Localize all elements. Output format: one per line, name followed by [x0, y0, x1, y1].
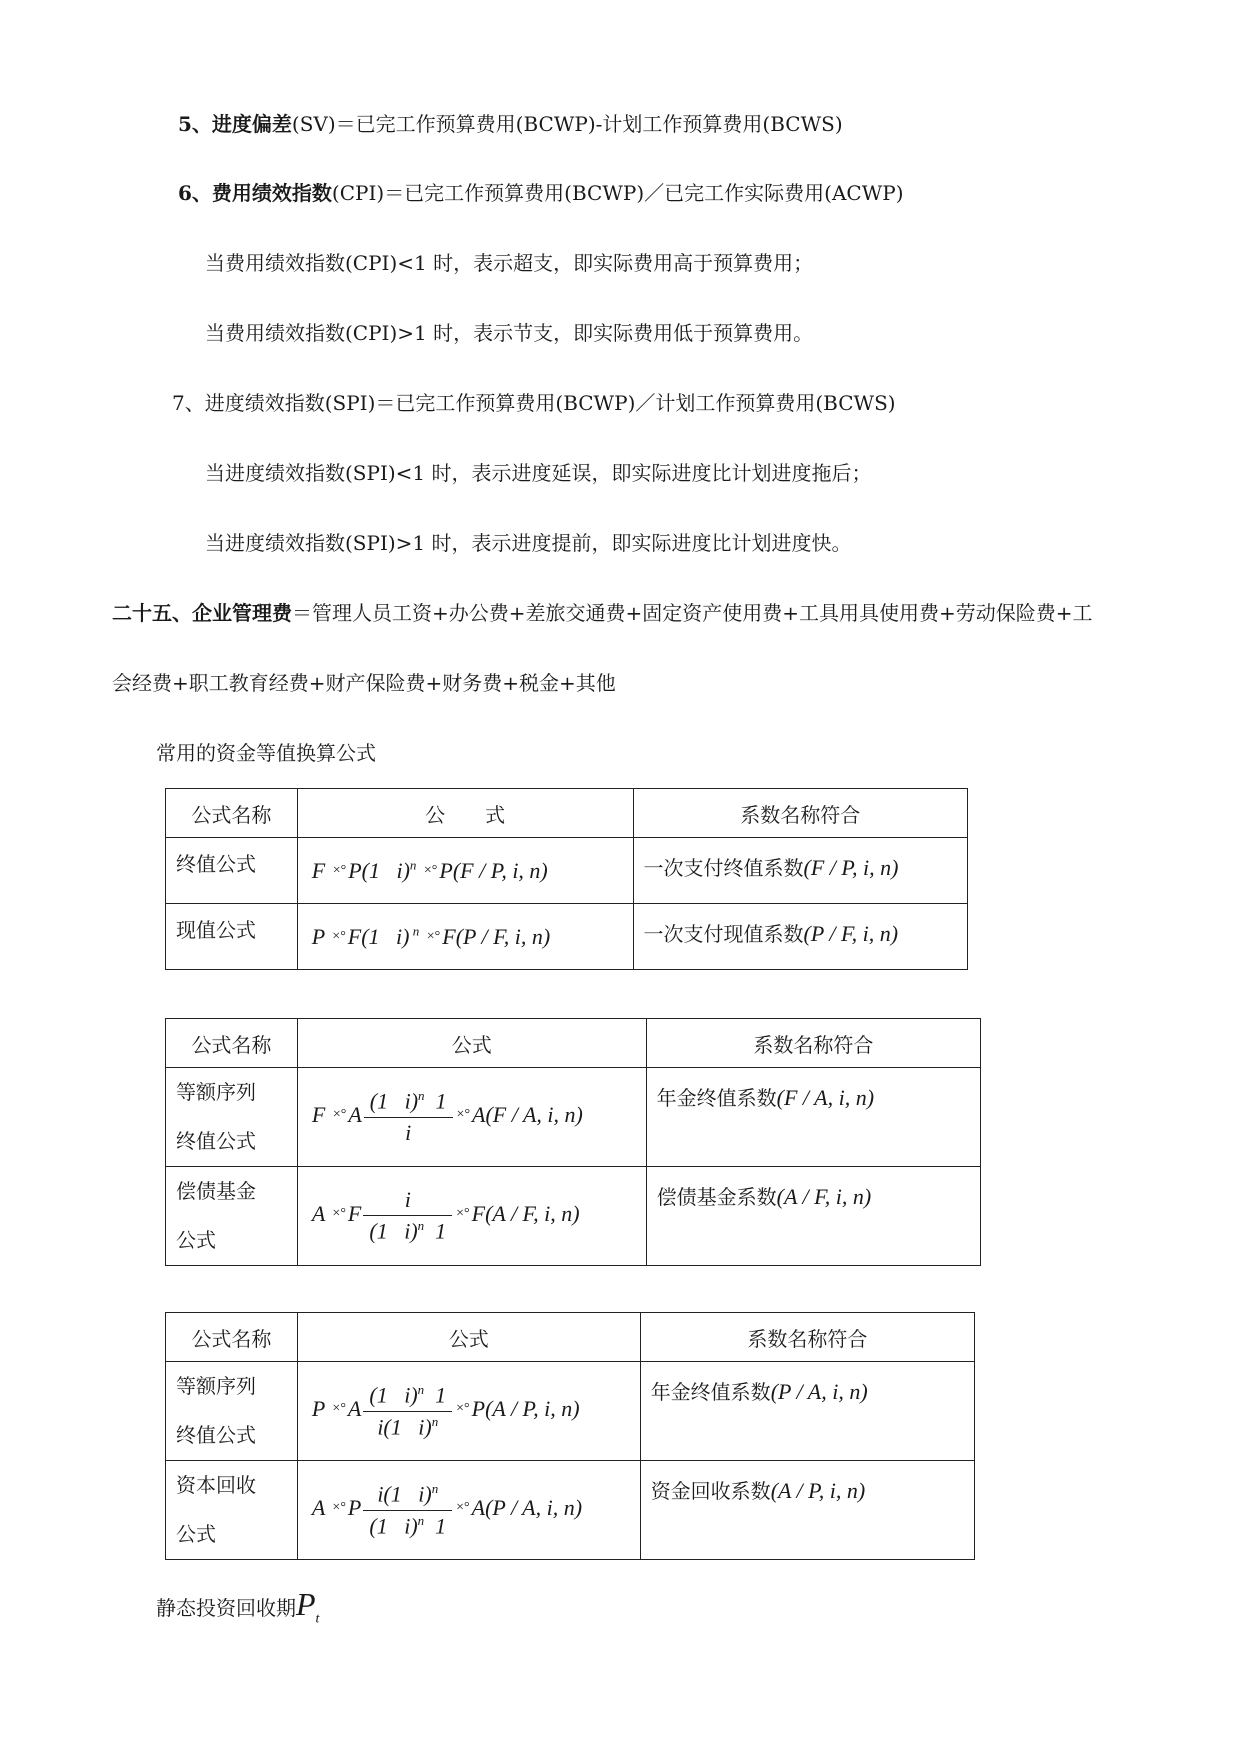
formula-name: [166, 1167, 298, 1266]
coefficient-symbol: (P / A, i, n): [770, 1379, 868, 1404]
cpi-greater-than-one: 当费用绩效指数(CPI)>1 时，表示节支，即实际费用低于预算费用。: [205, 321, 814, 345]
coefficient-cell: [640, 1461, 974, 1560]
formula-name-text: 资本回收公式: [176, 1473, 256, 1546]
item-number: 6、: [178, 181, 212, 205]
formula-table-3: [165, 1312, 975, 1560]
future-value-formula: F ×°P(1 i)$^n$ ×°P(F / P, i, n): [311, 857, 548, 883]
coefficient-cell: [646, 1167, 980, 1266]
header-formula-name: 公式名称: [166, 789, 298, 838]
term-bold: 二十五、企业管理费: [112, 601, 292, 625]
term-bold: 费用绩效指数: [211, 181, 332, 205]
coefficient-symbol: (F / A, i, n): [776, 1085, 875, 1110]
annuity-present-value-formula: P ×°A $\frac{(1 i)^n 1}{i(1 i)^n}$ ×°P(A / P, i, n): [311, 1382, 580, 1439]
table-row: [166, 1362, 975, 1461]
item-25-management-fee: [112, 599, 1093, 627]
formula-cell: [297, 838, 633, 904]
table-header-row: [166, 789, 968, 838]
formula-name-text: 等额序列终值公式: [176, 1374, 256, 1447]
table-row: [166, 1068, 981, 1167]
coefficient-name: 资金回收系数: [650, 1479, 771, 1503]
header-coefficient: 系数名称符合: [646, 1019, 980, 1068]
table-header-row: [166, 1019, 981, 1068]
coefficient-name: 年金终值系数: [650, 1380, 771, 1404]
formula-cell: [297, 1362, 640, 1461]
header-formula: 公式: [297, 1019, 646, 1068]
capital-recovery-formula: A ×°P $\frac{i(1 i)^n}{(1 i)^n 1}$ ×°A(P / A, i, n): [311, 1481, 583, 1538]
table-row: [166, 904, 968, 970]
section-title: 常用的资金等值换算公式: [156, 741, 376, 765]
sinking-fund-formula: A ×°F $\frac{i}{(1 i)^n 1}$ ×°F(A / F, i, n): [311, 1187, 580, 1244]
table-row: [166, 1167, 981, 1266]
static-payback-period: [156, 1586, 320, 1633]
formula-cell: [297, 1068, 646, 1167]
cpi-less-than-one: 当费用绩效指数(CPI)<1 时，表示超支，即实际费用高于预算费用；: [205, 251, 814, 275]
coefficient-cell: [646, 1068, 980, 1167]
formula-cell: [297, 904, 633, 970]
coefficient-name: 一次支付终值系数: [643, 856, 804, 880]
coefficient-symbol: (A / P, i, n): [770, 1478, 866, 1503]
header-formula-name: 公式名称: [166, 1313, 298, 1362]
item-6-cost-performance-index: [178, 179, 904, 207]
formula-name: [166, 1068, 298, 1167]
formula-cell: [297, 1461, 640, 1560]
definition: (SV)＝已完工作预算费用(BCWP)-计划工作预算费用(BCWS): [291, 112, 843, 136]
coefficient-name: 偿债基金系数: [656, 1185, 777, 1209]
coefficient-symbol: (P / F, i, n): [803, 921, 899, 946]
item-5-schedule-variance: [178, 110, 843, 138]
payback-symbol: $P_t$: [296, 1586, 320, 1627]
header-coefficient: 系数名称符合: [633, 789, 967, 838]
formula-name: [166, 1461, 298, 1560]
formula-name: 终值公式: [166, 838, 298, 904]
item-25-continuation: 会经费+职工教育经费+财产保险费+财务费+税金+其他: [112, 671, 616, 695]
item-number: 5、: [178, 112, 212, 136]
header-formula: 公式: [297, 1313, 640, 1362]
item-7-schedule-performance-index: 7、进度绩效指数(SPI)＝已完工作预算费用(BCWP)／计划工作预算费用(BCWS): [172, 391, 896, 415]
coefficient-cell: [633, 904, 967, 970]
formula-cell: [297, 1167, 646, 1266]
formula-table-2: [165, 1018, 981, 1266]
header-coefficient: 系数名称符合: [640, 1313, 974, 1362]
header-formula-name: 公式名称: [166, 1019, 298, 1068]
annuity-future-value-formula: F ×°A $\frac{(1 i)^n 1}{i}$ ×°A(F / A, i, n): [311, 1088, 583, 1145]
coefficient-cell: [633, 838, 967, 904]
definition: (CPI)＝已完工作预算费用(BCWP)／已完工作实际费用(ACWP): [331, 181, 904, 205]
table-header-row: [166, 1313, 975, 1362]
table-row: [166, 1461, 975, 1560]
spi-less-than-one: 当进度绩效指数(SPI)<1 时，表示进度延误，即实际进度比计划进度拖后；: [205, 461, 872, 485]
coefficient-symbol: (F / P, i, n): [803, 855, 899, 880]
present-value-formula: P ×°F(1 i) $^n$ ×°F(P / F, i, n): [311, 923, 551, 949]
coefficient-cell: [640, 1362, 974, 1461]
static-payback-label: 静态投资回收期: [156, 1596, 296, 1620]
coefficient-name: 一次支付现值系数: [643, 922, 804, 946]
formula-name: [166, 1362, 298, 1461]
coefficient-symbol: (A / F, i, n): [776, 1184, 872, 1209]
header-formula: 公 式: [297, 789, 633, 838]
spi-greater-than-one: 当进度绩效指数(SPI)>1 时，表示进度提前，即实际进度比计划进度快。: [205, 531, 852, 555]
formula-name: 现值公式: [166, 904, 298, 970]
formula-table-1: [165, 788, 968, 970]
term-bold: 进度偏差: [211, 112, 292, 136]
definition: ＝管理人员工资+办公费+差旅交通费+固定资产使用费+工具用具使用费+劳动保险费+工: [292, 601, 1093, 625]
formula-name-text: 等额序列终值公式: [176, 1080, 256, 1153]
coefficient-name: 年金终值系数: [656, 1086, 777, 1110]
table-row: [166, 838, 968, 904]
formula-name-text: 偿债基金公式: [176, 1179, 256, 1252]
